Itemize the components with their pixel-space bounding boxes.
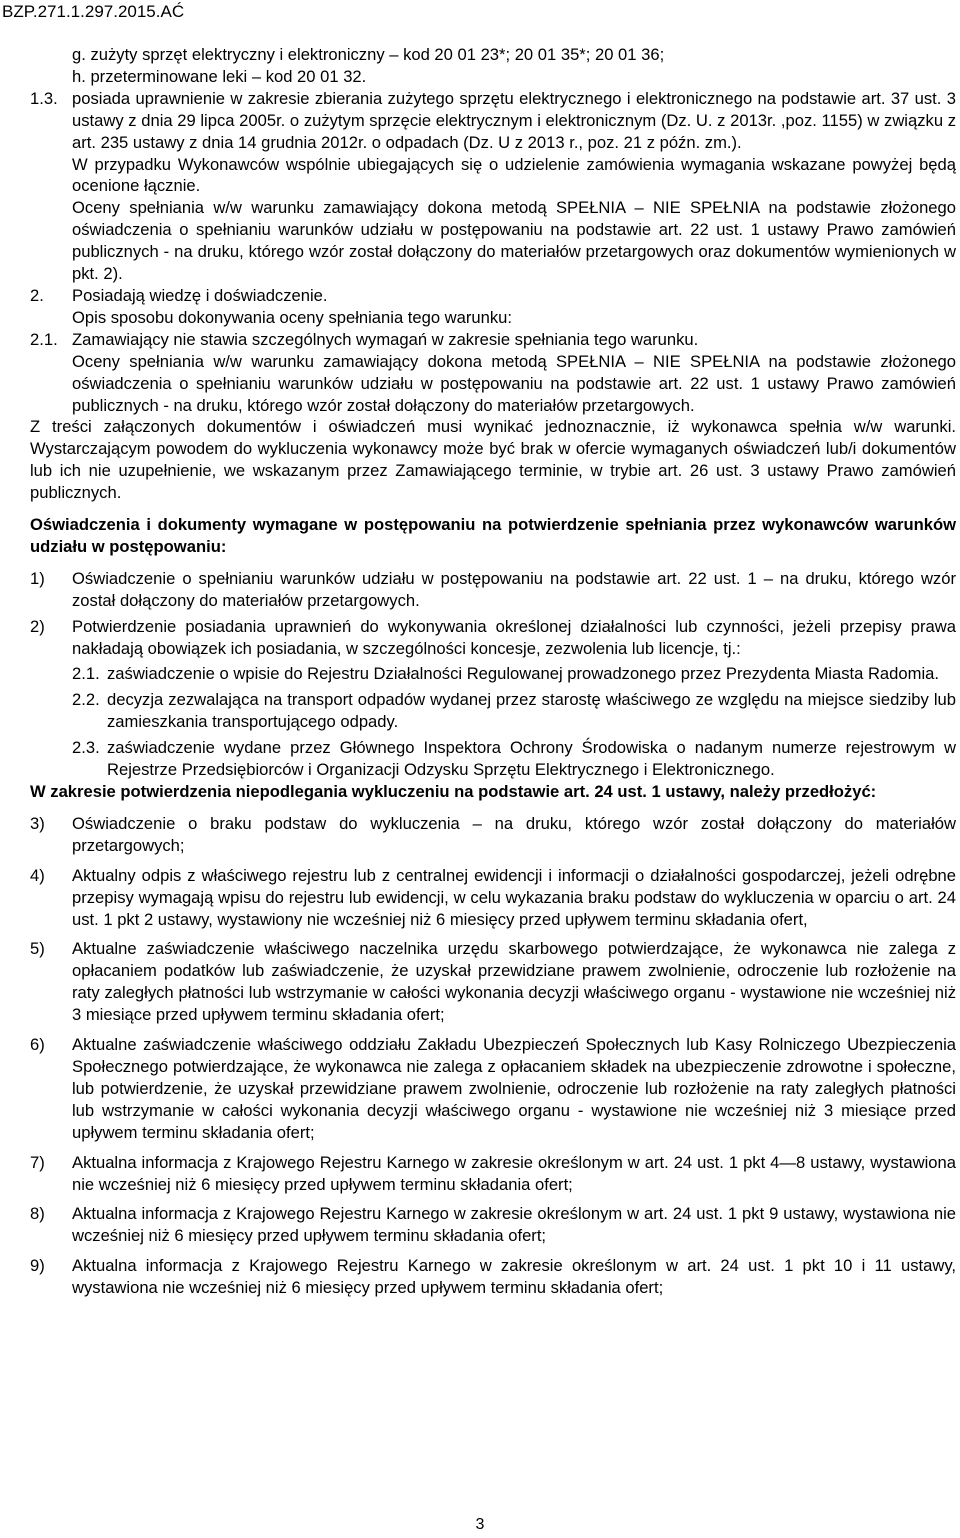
list-item: [30, 813, 956, 857]
heading-exclusion: W zakresie potwierdzenia niepodlegania wykluczeniu na podstawie art. 24 ust. 1 ustawy, należy przedłożyć:: [30, 782, 877, 801]
sublist-item-text: zaświadczenie o wpisie do Rejestru Działalności Regulowanej prowadzonego przez Prezydenta Miasta Radomia.: [107, 664, 939, 684]
list-item-text: Aktualna informacja z Krajowego Rejestru Karnego w zakresie określonym w art. 24 ust. 1 pkt 10 i 11 ustawy, wystawiona nie wcześniej niż 6 miesięcy przed upływem terminu składania ofert;: [72, 1256, 956, 1298]
section-2: [30, 285, 956, 307]
section-2-1: [30, 329, 956, 351]
list-item-number: 5): [30, 939, 45, 959]
sublist-item-text: decyzja zezwalająca na transport odpadów wydanej przez starostę właściwego ze względu na miejsce siedziby lub zamieszkania transportującego odpady.: [107, 690, 956, 732]
sublist-item: [72, 737, 956, 781]
list-item: [30, 1255, 956, 1299]
sublist-item-text: zaświadczenie wydane przez Głównego Inspektora Ochrony Środowiska o nadanym numerze rejestrowym w Rejestrze Przedsiębiorców i Organizacji Odzysku Sprzętu Elektrycznego i Elektronicznego.: [107, 738, 956, 780]
list-item: [30, 616, 956, 660]
section-2-assessment-method: Oceny spełniania w/w warunku zamawiający dokona metodą SPEŁNIA – NIE SPEŁNIA na podstawie złożonego oświadczenia o spełnianiu warunków udziału w postępowaniu na podstawie art. 22 ust. 1 ustawy Prawo zamówień publicznych - na druku, którego wzór został dołączony do materiałów przetargowych.: [72, 351, 956, 415]
list-item-text: Aktualny odpis z właściwego rejestru lub z centralnej ewidencji i informacji o działalności gospodarczej, jeżeli odrębne przepisy wymagają wpisu do rejestru lub ewidencji, w celu wykazania braku podstaw do wykluczenia w oparciu o art. 24 ust. 1 pkt 2 ustawy, wystawiony nie wcześniej niż 6 miesięcy przed upływem terminu składania ofert,: [72, 865, 956, 929]
list-item: [30, 1034, 956, 1144]
list-item-number: 7): [30, 1152, 45, 1172]
section-1-3: [30, 88, 956, 154]
sublist-item: [72, 663, 956, 685]
section-number: 2.: [30, 285, 44, 305]
list-item-text: Aktualne zaświadczenie właściwego oddziału Zakładu Ubezpieczeń Społecznych lub Kasy Rolniczego Ubezpieczenia Społecznego potwierdzające, że wykonawca nie zalega z opłacaniem składek na ubezpieczenie zdrowotne i społeczne, lub potwierdzenie, że uzyskał przewidziane prawem zwolnienie, odroczenie lub rozłożenie na raty zaległych płatności lub wstrzymanie w całości wykonania decyzji właściwego organu - wystawione nie wcześniej niż 3 miesiące przed upływem terminu składania ofert;: [72, 1035, 956, 1142]
list-item-number: 2): [30, 616, 45, 636]
list-item-text: Aktualne zaświadczenie właściwego naczelnika urzędu skarbowego potwierdzające, że wykonawca nie zalega z opłacaniem podatków lub zaświadczenie, że uzyskał przewidziane prawem zwolnienie, odroczenie lub rozłożenie na raty zaległych płatności lub wstrzymanie w całości wykonania decyzji właściwego organu - wystawione nie wcześniej niż 3 miesiące przed upływem terminu składania ofert;: [72, 939, 956, 1025]
section-title: Posiadają wiedzę i doświadczenie.: [72, 285, 328, 305]
documents-requirement-paragraph: Z treści załączonych dokumentów i oświadczeń musi wynikać jednoznacznie, iż wykonawca spełnia w/w warunki. Wystarczającym powodem do wykluczenia wykonawcy może być brak w ofercie wymaganych oświadczeń lub/i dokumentów lub ich nie uzupełnienie, we wskazanym przez Zamawiającego terminie, w trybie art. 26 ust. 3 ustawy Prawo zamówień publicznych.: [30, 417, 956, 503]
sublist-item-number: 2.3.: [72, 738, 100, 758]
sublist-item-number: 2.1.: [72, 664, 100, 684]
section-1-3-assessment-method: Oceny spełniania w/w warunku zamawiający dokona metodą SPEŁNIA – NIE SPEŁNIA na podstawie złożonego oświadczenia o spełnianiu warunków udziału w postępowaniu na podstawie art. 22 ust. 1 ustawy Prawo zamówień publicznych - na druku, którego wzór został dołączony do materiałów przetargowych oraz dokumentów wymienionych w pkt. 2).: [72, 198, 956, 284]
document-reference-number: BZP.271.1.297.2015.AĆ: [2, 2, 185, 21]
item-text: Zamawiający nie stawia szczególnych wymagań w zakresie spełniania tego warunku.: [72, 329, 699, 349]
list-item-number: 4): [30, 865, 45, 885]
list-item: [30, 865, 956, 931]
list-item-number: 1): [30, 568, 45, 588]
list-item-text: Oświadczenie o spełnianiu warunków udziału w postępowaniu na podstawie art. 22 ust. 1 – na druku, którego wzór został dołączony do materiałów przetargowych.: [72, 568, 956, 610]
item-number: 2.1.: [30, 329, 58, 349]
top-item-g: g. zużyty sprzęt elektryczny i elektroniczny – kod 20 01 23*; 20 01 35*; 20 01 36;: [72, 45, 665, 64]
section-2-description: Opis sposobu dokonywania oceny spełniania tego warunku:: [72, 307, 513, 327]
list-item-number: 9): [30, 1256, 45, 1276]
sublist-item-number: 2.2.: [72, 690, 100, 710]
section-text: posiada uprawnienie w zakresie zbierania zużytego sprzętu elektrycznego i elektronicznego na podstawie art. 37 ust. 3 ustawy z dnia 29 lipca 2005r. o zużytym sprzęcie elektrycznym i elektronicznym (Dz. U. z 2013r. ,poz. 1155) w związku z art. 235 ustawy z dnia 14 grudnia 2012r. o odpadach (Dz. U z 2013 r., poz. 21 z późn. zm.).: [72, 88, 956, 152]
top-item-h: h. przeterminowane leki – kod 20 01 32.: [72, 66, 367, 86]
list-item: [30, 1203, 956, 1247]
list-item-number: 8): [30, 1204, 45, 1224]
heading-statements-documents: Oświadczenia i dokumenty wymagane w postępowaniu na potwierdzenie spełniania przez wykonawców warunków udziału w postępowaniu:: [30, 515, 956, 556]
list-item-text: Aktualna informacja z Krajowego Rejestru Karnego w zakresie określonym w art. 24 ust. 1 pkt 9 ustawy, wystawiona nie wcześniej niż 6 miesięcy przed upływem terminu składania ofert;: [72, 1204, 956, 1246]
list-item-text: Aktualna informacja z Krajowego Rejestru Karnego w zakresie określonym w art. 24 ust. 1 pkt 4—8 ustawy, wystawiona nie wcześniej niż 6 miesięcy przed upływem terminu składania ofert;: [72, 1152, 956, 1194]
list-item-text: Potwierdzenie posiadania uprawnień do wykonywania określonej działalności lub czynności, jeżeli przepisy prawa nakładają obowiązek ich posiadania, w szczególności koncesje, zezwolenia lub licencje, tj.:: [72, 616, 956, 658]
list-item-text: Oświadczenie o braku podstaw do wykluczenia – na druku, którego wzór został dołączony do materiałów przetargowych;: [72, 813, 956, 855]
document-body: [30, 44, 956, 1299]
list-item: [30, 938, 956, 1026]
list-item: [30, 1152, 956, 1196]
section-number: 1.3.: [30, 88, 58, 108]
sublist-item: [72, 689, 956, 733]
page-number: 3: [475, 1516, 485, 1533]
list-item: [30, 568, 956, 612]
list-item-number: 3): [30, 813, 45, 833]
list-item-number: 6): [30, 1035, 45, 1055]
sublist: [30, 663, 956, 781]
section-1-3-joint-assessment: W przypadku Wykonawców wspólnie ubiegających się o udzielenie zamówienia wymagania wskazane powyżej będą ocenione łącznie.: [72, 154, 956, 196]
